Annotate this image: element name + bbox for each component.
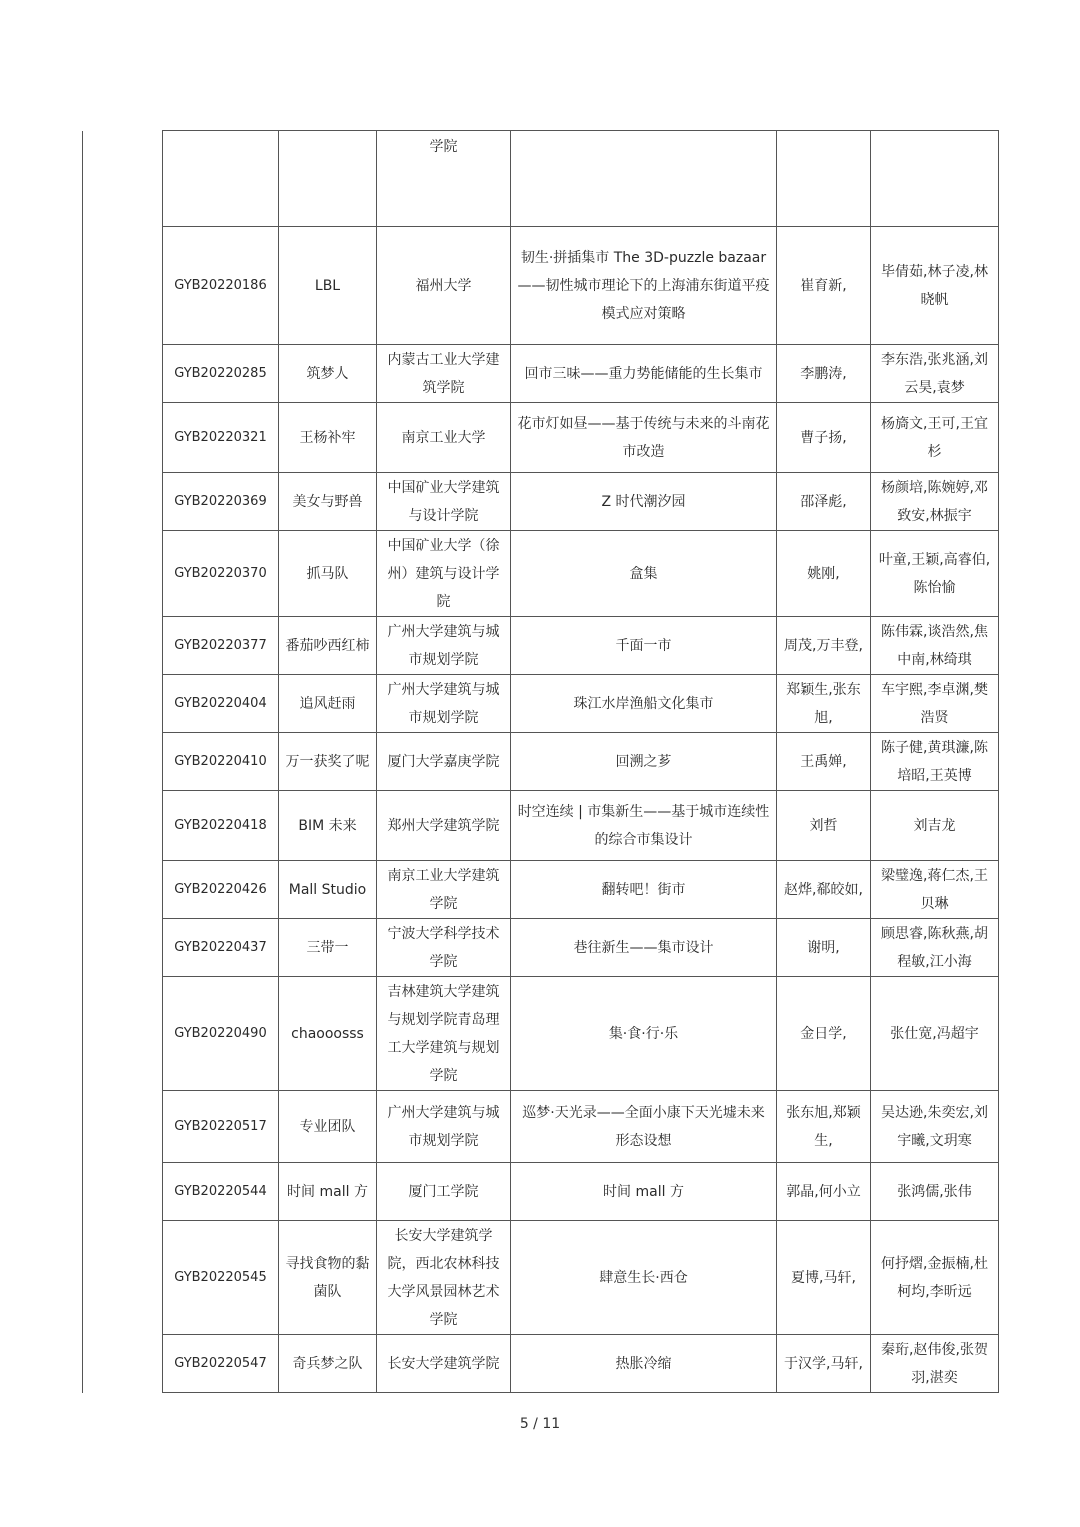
advisor: 于汉学,马轩,: [777, 1335, 871, 1393]
members: 梁璧逸,蒋仁杰,王贝琳: [871, 861, 999, 919]
project-title: 回溯之芗: [511, 733, 777, 791]
project-code: GYB20220418: [163, 791, 279, 861]
members: 何抒熠,金振楠,杜柯均,李昕远: [871, 1221, 999, 1335]
members: 毕倩茹,林子凌,林晓帆: [871, 227, 999, 345]
members: 张仕宽,冯超宇: [871, 977, 999, 1091]
table-row: [83, 1163, 999, 1221]
team-name: 筑梦人: [279, 345, 377, 403]
table-row: [83, 227, 999, 345]
project-title: 集·食·行·乐: [511, 977, 777, 1091]
team-name: 奇兵梦之队: [279, 1335, 377, 1393]
members: 张鸿儒,张伟: [871, 1163, 999, 1221]
team-name: BIM 未来: [279, 791, 377, 861]
table-row: [83, 345, 999, 403]
advisor: 王禹婵,: [777, 733, 871, 791]
school-name: 福州大学: [377, 227, 511, 345]
table-row: [83, 919, 999, 977]
team-name: 三带一: [279, 919, 377, 977]
team-name: 专业团队: [279, 1091, 377, 1163]
project-title: 热胀冷缩: [511, 1335, 777, 1393]
project-code: GYB20220369: [163, 473, 279, 531]
project-title: 巡梦·天光录——全面小康下天光墟未来形态设想: [511, 1091, 777, 1163]
school-name: 吉林建筑大学建筑与规划学院青岛理工大学建筑与规划学院: [377, 977, 511, 1091]
team-name: 万一获奖了呢: [279, 733, 377, 791]
members: 杨旖文,王可,王宜杉: [871, 403, 999, 473]
school-name: 广州大学建筑与城市规划学院: [377, 617, 511, 675]
project-code: GYB20220377: [163, 617, 279, 675]
members: 杨颜培,陈婉婷,邓致安,林振宇: [871, 473, 999, 531]
project-title: 韧生·拼插集市 The 3D-puzzle bazaar——韧性城市理论下的上海浦东街道平疫模式应对策略: [511, 227, 777, 345]
table-row: [83, 977, 999, 1091]
project-code: GYB20220490: [163, 977, 279, 1091]
table-row: [83, 473, 999, 531]
team-name: 番茄吵西红柿: [279, 617, 377, 675]
project-code: GYB20220285: [163, 345, 279, 403]
project-code: GYB20220404: [163, 675, 279, 733]
project-code: GYB20220517: [163, 1091, 279, 1163]
school-name: 中国矿业大学（徐州）建筑与设计学院: [377, 531, 511, 617]
continued-row: [83, 131, 999, 227]
school-name: 广州大学建筑与城市规划学院: [377, 1091, 511, 1163]
advisor: 郭晶,何小立: [777, 1163, 871, 1221]
project-code: GYB20220544: [163, 1163, 279, 1221]
project-code: GYB20220547: [163, 1335, 279, 1393]
school-name: 长安大学建筑学院: [377, 1335, 511, 1393]
project-title: 肆意生长·西仓: [511, 1221, 777, 1335]
project-code: GYB20220370: [163, 531, 279, 617]
table-row: [83, 1221, 999, 1335]
advisor: 张东旭,郑颖生,: [777, 1091, 871, 1163]
table-row: [83, 531, 999, 617]
project-code: GYB20220437: [163, 919, 279, 977]
project-title: 时间 mall 方: [511, 1163, 777, 1221]
school-name: 南京工业大学: [377, 403, 511, 473]
advisor: 金日学,: [777, 977, 871, 1091]
members: 陈子健,黄琪濂,陈培昭,王英博: [871, 733, 999, 791]
page-number: 5 / 11: [519, 1416, 561, 1432]
team-name: 美女与野兽: [279, 473, 377, 531]
team-name: 追风赶雨: [279, 675, 377, 733]
school-name: 宁波大学科学技术学院: [377, 919, 511, 977]
project-title: 时空连续 | 市集新生——基于城市连续性的综合市集设计: [511, 791, 777, 861]
members: 车宇熙,李卓渊,樊浩贤: [871, 675, 999, 733]
table-row: [83, 791, 999, 861]
team-name: LBL: [279, 227, 377, 345]
team-name: 王杨补牢: [279, 403, 377, 473]
table-row: [83, 1091, 999, 1163]
school-name: 厦门工学院: [377, 1163, 511, 1221]
advisor: 郑颖生,张东旭,: [777, 675, 871, 733]
school-cell: 学院: [377, 131, 511, 227]
project-code: GYB20220426: [163, 861, 279, 919]
project-code: GYB20220321: [163, 403, 279, 473]
advisor: 刘哲: [777, 791, 871, 861]
members: 秦珩,赵伟俊,张贺羽,湛奕: [871, 1335, 999, 1393]
project-title: 盒集: [511, 531, 777, 617]
project-title: 回市三味——重力势能储能的生长集市: [511, 345, 777, 403]
advisor: 曹子扬,: [777, 403, 871, 473]
members: 刘吉龙: [871, 791, 999, 861]
team-name: Mall Studio: [279, 861, 377, 919]
advisor: 姚刚,: [777, 531, 871, 617]
team-name: 抓马队: [279, 531, 377, 617]
project-title: 珠江水岸渔船文化集市: [511, 675, 777, 733]
advisor: 邵泽彪,: [777, 473, 871, 531]
table-row: [83, 1335, 999, 1393]
school-name: 厦门大学嘉庚学院: [377, 733, 511, 791]
project-title: 翻转吧！街市: [511, 861, 777, 919]
advisor: 夏博,马轩,: [777, 1221, 871, 1335]
table-row: [83, 675, 999, 733]
advisor: 周茂,万丰登,: [777, 617, 871, 675]
members: 陈伟霖,谈浩然,焦中南,林绮琪: [871, 617, 999, 675]
members: 吴达逊,朱奕宏,刘宇曦,文玥寒: [871, 1091, 999, 1163]
advisor: 谢明,: [777, 919, 871, 977]
project-code: GYB20220410: [163, 733, 279, 791]
project-title: Z 时代潮汐园: [511, 473, 777, 531]
project-title: 巷往新生——集市设计: [511, 919, 777, 977]
advisor: 赵烨,郗皎如,: [777, 861, 871, 919]
school-name: 郑州大学建筑学院: [377, 791, 511, 861]
results-table: [82, 130, 999, 1393]
project-title: 千面一市: [511, 617, 777, 675]
school-name: 广州大学建筑与城市规划学院: [377, 675, 511, 733]
school-name: 长安大学建筑学院，西北农林科技大学风景园林艺术学院: [377, 1221, 511, 1335]
table-row: [83, 861, 999, 919]
table-row: [83, 617, 999, 675]
table-row: [83, 403, 999, 473]
members: 李东浩,张兆涵,刘云昊,袁梦: [871, 345, 999, 403]
project-code: GYB20220545: [163, 1221, 279, 1335]
advisor: 李鹏涛,: [777, 345, 871, 403]
members: 顾思睿,陈秋燕,胡程敏,江小海: [871, 919, 999, 977]
school-name: 南京工业大学建筑学院: [377, 861, 511, 919]
advisor: 崔育新,: [777, 227, 871, 345]
team-name: chaooosss: [279, 977, 377, 1091]
project-code: GYB20220186: [163, 227, 279, 345]
project-title: 花市灯如昼——基于传统与未来的斗南花市改造: [511, 403, 777, 473]
members: 叶童,王颖,高睿伯,陈怡愉: [871, 531, 999, 617]
table-row: [83, 733, 999, 791]
school-name: 中国矿业大学建筑与设计学院: [377, 473, 511, 531]
team-name: 寻找食物的黏菌队: [279, 1221, 377, 1335]
school-name: 内蒙古工业大学建筑学院: [377, 345, 511, 403]
team-name: 时间 mall 方: [279, 1163, 377, 1221]
